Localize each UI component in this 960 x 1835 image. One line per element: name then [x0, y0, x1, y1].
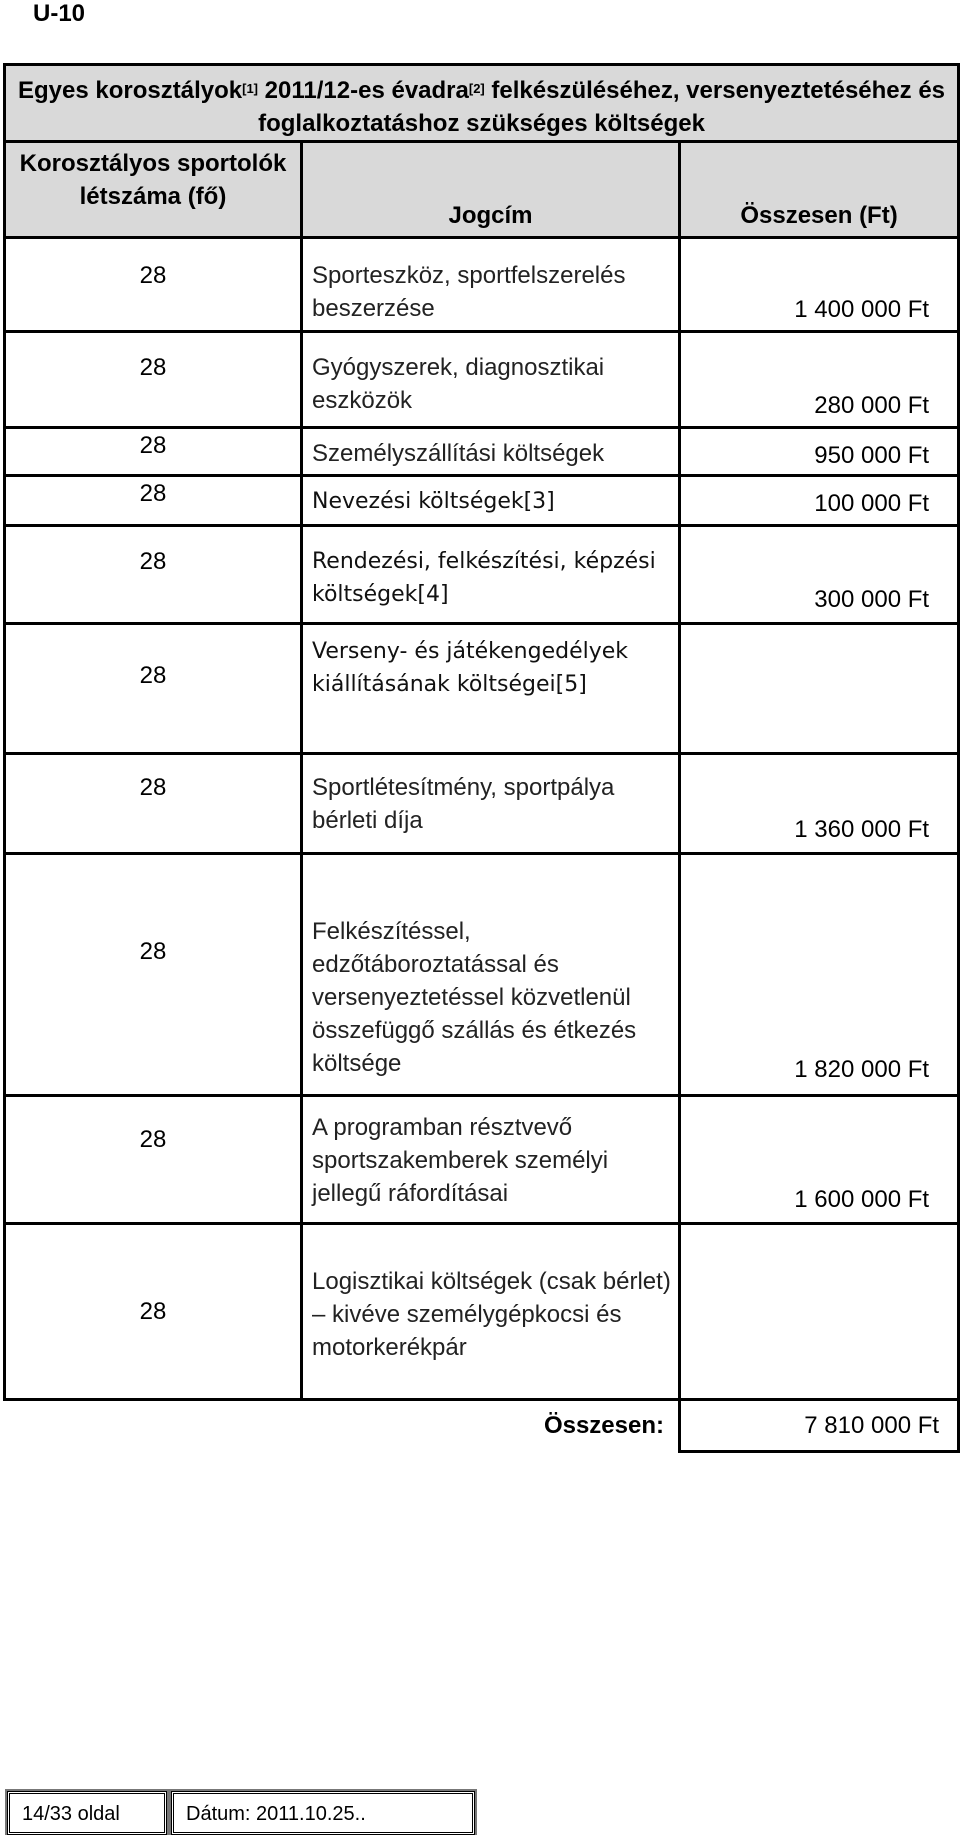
footnote-ref[interactable]: [2] — [468, 81, 485, 96]
label-cell: Verseny- és játékengedélyek kiállításának költségei[5] — [302, 624, 680, 754]
table-title — [5, 65, 959, 142]
label-cell: Gyógyszerek, diagnosztikai eszközök — [302, 332, 680, 428]
title-text: Egyes korosztályok — [18, 77, 243, 104]
footnote-ref[interactable]: [1] — [242, 81, 259, 96]
table-row — [5, 854, 959, 1096]
header-row — [5, 142, 959, 238]
amount-cell — [680, 1224, 959, 1400]
title-text: 2011/12-es évadra — [258, 77, 469, 104]
amount-cell: 1 400 000 Ft — [680, 238, 959, 332]
count-cell: 28 — [5, 1224, 302, 1400]
table-row — [5, 332, 959, 428]
amount-cell: 280 000 Ft — [680, 332, 959, 428]
amount-cell: 950 000 Ft — [680, 428, 959, 476]
amount-cell: 300 000 Ft — [680, 526, 959, 624]
count-cell: 28 — [5, 526, 302, 624]
total-amount: 7 810 000 Ft — [680, 1400, 959, 1452]
cost-table — [3, 63, 960, 1453]
table-row — [5, 428, 959, 476]
header-title: Jogcím — [302, 142, 680, 238]
table-row — [5, 624, 959, 754]
count-cell: 28 — [5, 332, 302, 428]
total-spacer — [5, 1400, 302, 1452]
amount-cell: 100 000 Ft — [680, 476, 959, 526]
count-cell: 28 — [5, 428, 302, 476]
header-total: Összesen (Ft) — [680, 142, 959, 238]
amount-cell: 1 820 000 Ft — [680, 854, 959, 1096]
amount-cell: 1 360 000 Ft — [680, 754, 959, 854]
count-cell: 28 — [5, 1096, 302, 1224]
label-cell: Rendezési, felkészítési, képzési költségek[4] — [302, 526, 680, 624]
table-row — [5, 754, 959, 854]
amount-cell: 1 600 000 Ft — [680, 1096, 959, 1224]
count-cell: 28 — [5, 624, 302, 754]
label-cell: Felkészítéssel, edzőtáboroztatással és versenyeztetéssel közvetlenül összefüggő szállás és étkezés költsége — [302, 854, 680, 1096]
page-number: 14/33 oldal — [7, 1791, 167, 1835]
count-cell: 28 — [5, 754, 302, 854]
label-cell: A programban résztvevő sportszakemberek személyi jellegű ráfordításai — [302, 1096, 680, 1224]
total-row — [5, 1400, 959, 1452]
table-row — [5, 1096, 959, 1224]
count-cell: 28 — [5, 238, 302, 332]
label-cell: Nevezési költségek[3] — [302, 476, 680, 526]
label-cell: Logisztikai költségek (csak bérlet) – kivéve személygépkocsi és motorkerékpár — [302, 1224, 680, 1400]
document-code: U-10 — [33, 0, 86, 27]
header-count: Korosztályos sportolók létszáma (fő) — [5, 142, 302, 238]
footer-date: Dátum: 2011.10.25.. — [171, 1791, 475, 1835]
count-cell: 28 — [5, 476, 302, 526]
count-cell: 28 — [5, 854, 302, 1096]
table-row — [5, 476, 959, 526]
table-row — [5, 238, 959, 332]
table-row — [5, 526, 959, 624]
label-cell: Sportlétesítmény, sportpálya bérleti díja — [302, 754, 680, 854]
title-text: felkészüléséhez, versenyeztetéséhez és foglalkoztatáshoz szükséges költségek — [258, 77, 946, 137]
table-row — [5, 1224, 959, 1400]
amount-cell — [680, 624, 959, 754]
total-label: Összesen: — [543, 1412, 664, 1439]
label-cell: Személyszállítási költségek — [302, 428, 680, 476]
title-row — [5, 65, 959, 142]
label-cell: Sporteszköz, sportfelszerelés beszerzése — [302, 238, 680, 332]
